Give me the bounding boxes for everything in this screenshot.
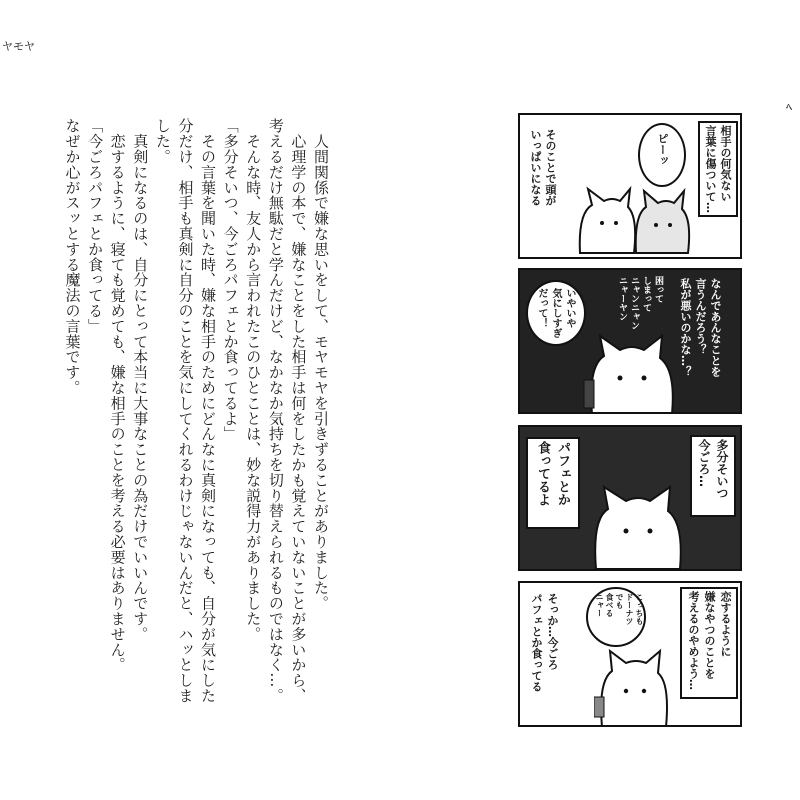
comic-panel-2: [518, 268, 742, 414]
paragraph: 分だけ、相手も真剣に自分のことを気にしてくれるわけじゃないんだと、ハッとしま: [176, 118, 195, 704]
thought-text: そのことで頭が いっぱいになる: [529, 129, 557, 206]
comic-panel-3: [518, 425, 742, 571]
sfx-text: ピーッ: [656, 133, 669, 166]
paragraph: 「多分そいつ、今ごろパフェとか食ってるよ」: [221, 118, 240, 442]
caption-text: 恋するように 嫌なやつのことを 考えるのやめよう…: [687, 591, 732, 690]
reply-text: そっか…今ごろ パフェとか食ってる: [530, 593, 559, 692]
speech-text-1: 多分そいつ 今ごろ…: [697, 439, 729, 499]
essay-text: [61, 118, 332, 704]
worried-cat-illustration: [582, 330, 682, 414]
paragraph: 考えるだけ無駄だと学んだけど、なかなか気持ちを切り替えられるものではなく…。: [266, 118, 285, 704]
sfx-text: 困って しまって ニャンニャン ニャーヤン: [617, 276, 663, 330]
cat-with-phone-illustration: [594, 641, 674, 727]
page-corner-mark: ﾍ: [786, 100, 793, 114]
paragraph: そんな時、友人から言われたこのひとことは、妙な説得力がありました。: [244, 118, 263, 642]
paragraph: 心理学の本で、嫌なことをした相手は何をしたかも覚えていないことが多いから、: [289, 118, 308, 704]
paragraph: 人間関係で嫌な思いをして、モヤモヤを引きずることがありました。: [312, 118, 330, 611]
small-text: こっちも ドーナツ でも 食べる ニャー: [595, 593, 644, 625]
paragraph: なぜか心がスッとする魔法の言葉です。: [63, 118, 82, 396]
paragraph: 「今ごろパフェとか食ってる」: [86, 118, 105, 334]
running-header: ヤモヤ: [2, 40, 35, 53]
paragraph: その言葉を聞いた時、嫌な相手のためにどんなに真剣になっても、自分が気にした: [199, 118, 218, 704]
reply-text: いやいや 気にしすぎ だって！: [536, 288, 575, 338]
paragraph: した。: [153, 118, 172, 165]
glowing-cat-illustration: [584, 473, 688, 569]
comic-panel-4: [518, 581, 742, 727]
paragraph: 恋するように、寝ても覚めても、嫌な相手のことを考える必要はありません。: [108, 118, 127, 673]
caption-text: 相手の何気ない 言葉に傷ついて…: [704, 125, 732, 213]
two-cats-illustration: [570, 183, 700, 257]
caption-text: なんであんなことを 言うんだろう？ 私が悪いのかな…？: [679, 278, 722, 377]
paragraph: 真剣になるのは、自分にとって本当に大事なことの為だけでいいんです。: [131, 118, 150, 642]
speech-text-2: パフェとか 食ってるよ: [535, 441, 570, 506]
comic-panel-1: [518, 113, 742, 259]
